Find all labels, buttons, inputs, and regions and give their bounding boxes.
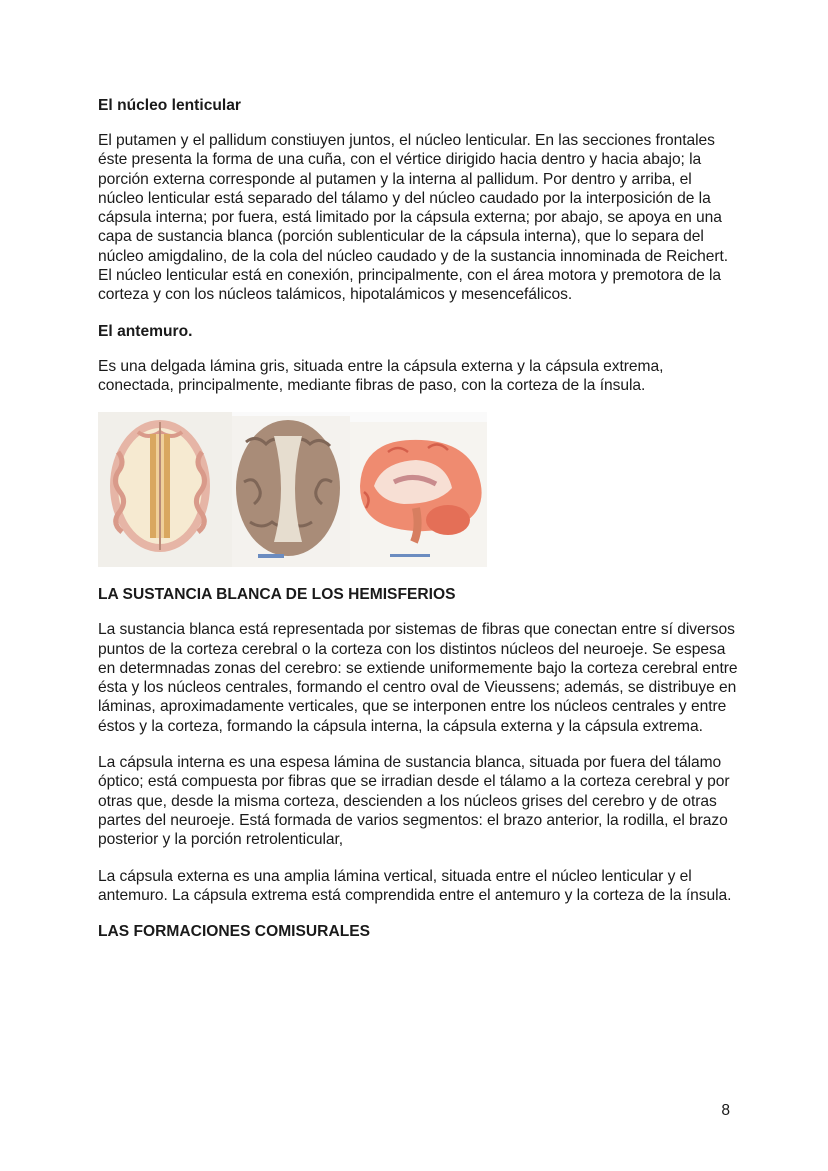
- paragraph-white-matter-2: La cápsula interna es una espesa lámina de sustancia blanca, situada por fuera del tálamo óptico; está compuesta por fibras que se irradian desde el tálamo a la corteza cerebral y por otras que, desde la misma corteza, descienden a los núcleos grises del cerebro y de otras partes del neuroeje. Está formada de varios segmentos: el brazo anterior, la rodilla, el brazo posterior y la porción retrolenticular,: [98, 754, 730, 849]
- section-heading-antemuro: El antemuro.: [98, 322, 193, 340]
- brain-dissection-image: [232, 416, 350, 567]
- paragraph-lenticular: El putamen y el pallidum constiuyen juntos, el núcleo lenticular. En las secciones frontales éste presenta la forma de una cuña, con el vértice dirigido hacia dentro y hacia abajo; la porción externa corresponde al putamen y la interna al pallidum. Por dentro y arriba, el núcleo lenticular está separado del tálamo y del núcleo caudado por la interposición de la cápsula interna; por fuera, está limitado por la cápsula externa; por abajo, se apoya en una capa de sustancia blanca (porción sublenticular de la cápsula interna), que lo separa del núcleo amigdalino, de la cola del núcleo caudado y de la sustancia innominada de Reichert. El núcleo lenticular está en conexión, principalmente, con el área motora y premotora de la corteza y con los núcleos talámicos, hipotalámicos y mesencefálicos.: [98, 132, 729, 304]
- brain-illustrations: [98, 412, 487, 567]
- paragraph-antemuro: Es una delgada lámina gris, situada entre la cápsula externa y la cápsula extrema, conectada, principalmente, mediante fibras de paso, con la corteza de la ínsula.: [98, 357, 664, 394]
- paragraph-white-matter-3: La cápsula externa es una amplia lámina vertical, situada entre el núcleo lenticular y el antemuro. La cápsula extrema está comprendida entre el antemuro y la corteza de la ínsula.: [98, 867, 732, 904]
- section-heading-lenticular: El núcleo lenticular: [98, 97, 241, 114]
- section-heading-white-matter: LA SUSTANCIA BLANCA DE LOS HEMISFERIOS: [98, 586, 456, 604]
- paragraph-white-matter-1: La sustancia blanca está representada por sistemas de fibras que conectan entre sí diversos puntos de la corteza cerebral o la corteza con los distintos núcleos del neuroeje. Se espesa en determnadas zonas del cerebro: se extiende uniformemente bajo la corteza cerebral entre ésta y los núcleos centrales, formando el centro oval de Vieussens; además, se distribuye en láminas, aproximadamente verticales, que se interponen entre los núcleos centrales y entre éstos y la corteza, formando la cápsula interna, la cápsula externa y la cápsula extrema.: [98, 621, 738, 735]
- section-heading-commissural: LAS FORMACIONES COMISURALES: [98, 923, 371, 941]
- brain-horizontal-section-image: [98, 412, 232, 567]
- brain-sagittal-image: [350, 422, 487, 567]
- page-number: 8: [721, 1102, 730, 1119]
- brain-figure: [98, 412, 487, 567]
- document-page: [98, 96, 738, 957]
